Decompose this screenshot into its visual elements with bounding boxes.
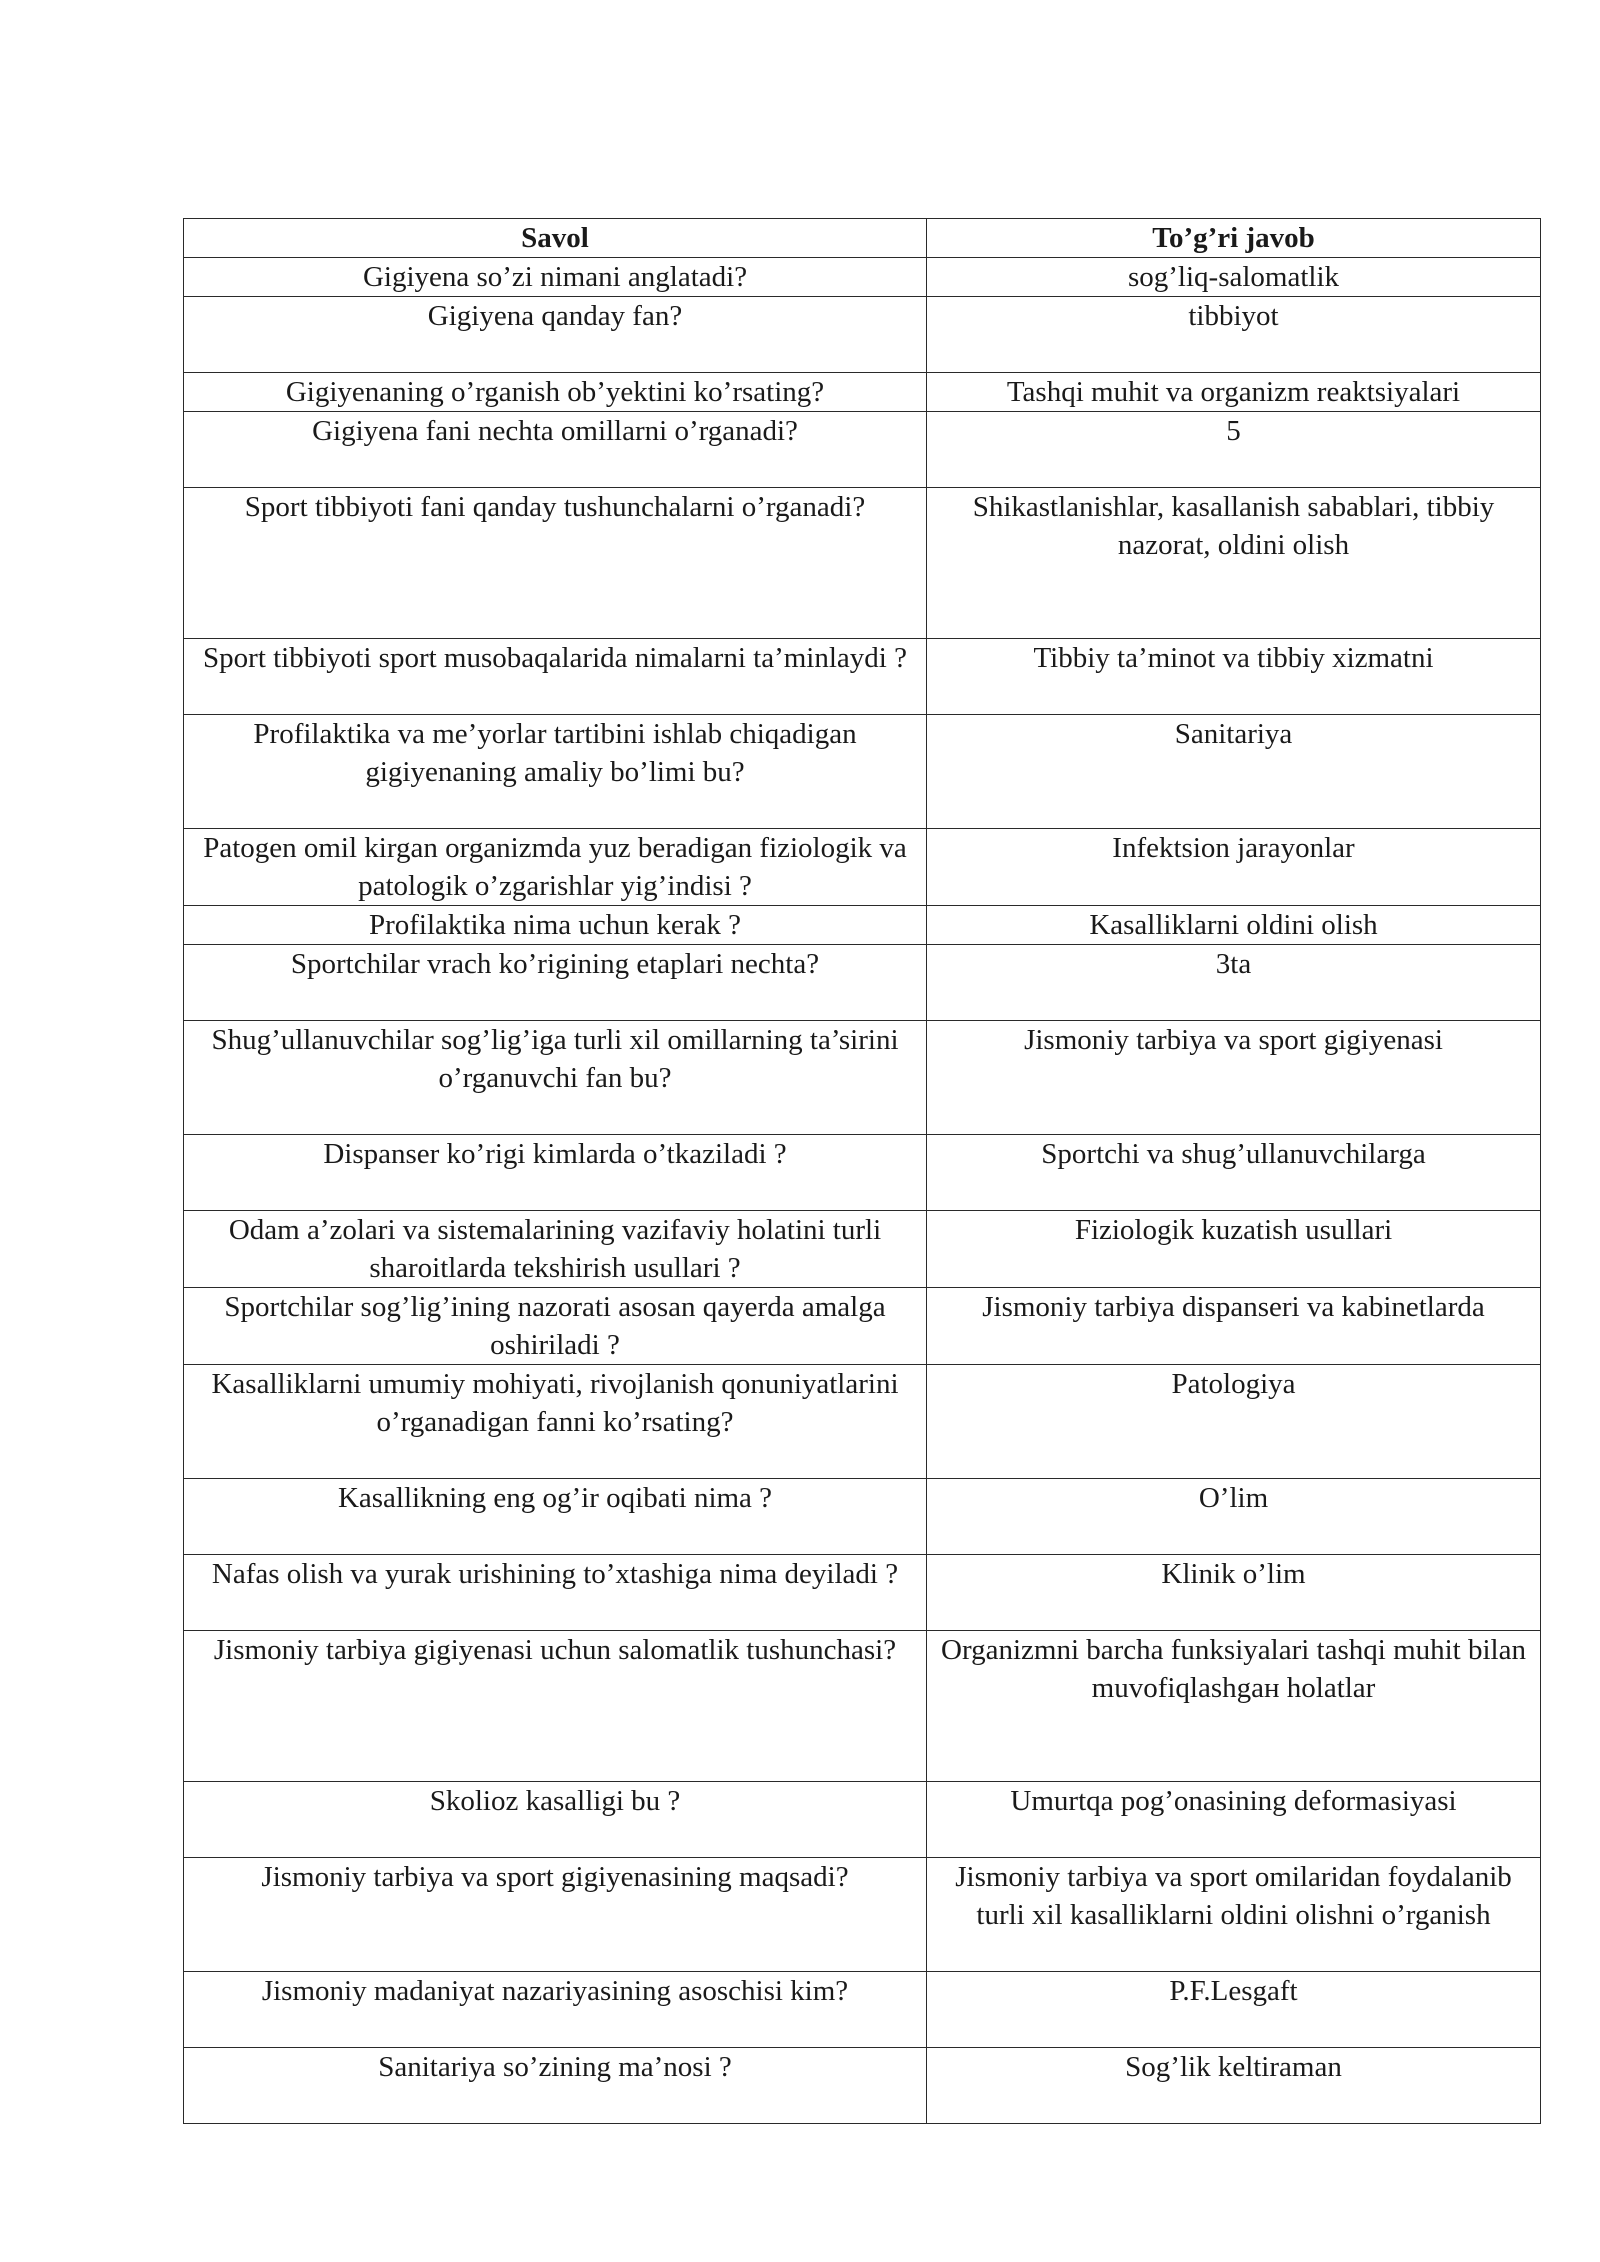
table-row xyxy=(184,297,1541,373)
table-row xyxy=(184,2048,1541,2124)
table-row xyxy=(184,1972,1541,2048)
answer-cell: Organizmni barcha funksiyalari tashqi muhit bilan muvofiqlashgaн holatlar xyxy=(927,1631,1541,1782)
question-cell: Sportchilar vrach ko’rigining etaplari nechta? xyxy=(184,945,927,1021)
question-cell: Profilaktika nima uchun kerak ? xyxy=(184,906,927,945)
question-cell: Gigiyena qanday fan? xyxy=(184,297,927,373)
answer-cell: Kasalliklarni oldini olish xyxy=(927,906,1541,945)
table-row xyxy=(184,1288,1541,1365)
table-row xyxy=(184,945,1541,1021)
answer-cell: Jismoniy tarbiya va sport omilaridan foydalanib turli xil kasalliklarni oldini olishni o’rganish xyxy=(927,1858,1541,1972)
table-row xyxy=(184,1631,1541,1782)
table-row xyxy=(184,1555,1541,1631)
answer-cell: Tibbiy ta’minot va tibbiy xizmatni xyxy=(927,639,1541,715)
answer-cell: O’lim xyxy=(927,1479,1541,1555)
question-cell: Nafas olish va yurak urishining to’xtashiga nima deyiladi ? xyxy=(184,1555,927,1631)
table-row xyxy=(184,906,1541,945)
header-question: Savol xyxy=(184,219,927,258)
question-cell: Jismoniy tarbiya gigiyenasi uchun salomatlik tushunchasi? xyxy=(184,1631,927,1782)
answer-cell: Shikastlanishlar, kasallanish sabablari, tibbiy nazorat, oldini olish xyxy=(927,488,1541,639)
table-row xyxy=(184,829,1541,906)
question-cell: Skolioz kasalligi bu ? xyxy=(184,1782,927,1858)
answer-cell: Sanitariya xyxy=(927,715,1541,829)
answer-cell: Sportchi va shug’ullanuvchilarga xyxy=(927,1135,1541,1211)
question-cell: Kasallikning eng og’ir oqibati nima ? xyxy=(184,1479,927,1555)
table-row xyxy=(184,639,1541,715)
answer-cell: 5 xyxy=(927,412,1541,488)
table-row xyxy=(184,1782,1541,1858)
question-cell: Dispanser ko’rigi kimlarda o’tkaziladi ? xyxy=(184,1135,927,1211)
answer-cell: Jismoniy tarbiya va sport gigiyenasi xyxy=(927,1021,1541,1135)
table-row xyxy=(184,1479,1541,1555)
table-row xyxy=(184,488,1541,639)
qa-table xyxy=(183,218,1541,2124)
answer-cell: Jismoniy tarbiya dispanseri va kabinetlarda xyxy=(927,1288,1541,1365)
question-cell: Gigiyena so’zi nimani anglatadi? xyxy=(184,258,927,297)
answer-cell: Klinik o’lim xyxy=(927,1555,1541,1631)
question-cell: Profilaktika va me’yorlar tartibini ishlab chiqadigan gigiyenaning amaliy bo’limi bu? xyxy=(184,715,927,829)
table-row xyxy=(184,412,1541,488)
answer-cell: Umurtqa pog’onasining deformasiyasi xyxy=(927,1782,1541,1858)
table-row xyxy=(184,715,1541,829)
answer-cell: tibbiyot xyxy=(927,297,1541,373)
question-cell: Gigiyena fani nechta omillarni o’rganadi? xyxy=(184,412,927,488)
question-cell: Jismoniy tarbiya va sport gigiyenasining maqsadi? xyxy=(184,1858,927,1972)
table-row xyxy=(184,1135,1541,1211)
question-cell: Patogen omil kirgan organizmda yuz beradigan fiziologik va patologik o’zgarishlar yig’indisi ? xyxy=(184,829,927,906)
question-cell: Jismoniy madaniyat nazariyasining asoschisi kim? xyxy=(184,1972,927,2048)
answer-cell: Tashqi muhit va organizm reaktsiyalari xyxy=(927,373,1541,412)
answer-cell: Patologiya xyxy=(927,1365,1541,1479)
table-row xyxy=(184,373,1541,412)
answer-cell: Fiziologik kuzatish usullari xyxy=(927,1211,1541,1288)
table-row xyxy=(184,1858,1541,1972)
answer-cell: P.F.Lesgaft xyxy=(927,1972,1541,2048)
question-cell: Sanitariya so’zining ma’nosi ? xyxy=(184,2048,927,2124)
question-cell: Sportchilar sog’lig’ining nazorati asosan qayerda amalga oshiriladi ? xyxy=(184,1288,927,1365)
table-row xyxy=(184,1365,1541,1479)
answer-cell: sog’liq-salomatlik xyxy=(927,258,1541,297)
header-row xyxy=(184,219,1541,258)
answer-cell: Infektsion jarayonlar xyxy=(927,829,1541,906)
question-cell: Shug’ullanuvchilar sog’lig’iga turli xil omillarning ta’sirini o’rganuvchi fan bu? xyxy=(184,1021,927,1135)
answer-cell: 3ta xyxy=(927,945,1541,1021)
question-cell: Sport tibbiyoti sport musobaqalarida nimalarni ta’minlaydi ? xyxy=(184,639,927,715)
question-cell: Odam a’zolari va sistemalarining vazifaviy holatini turli sharoitlarda tekshirish usullari ? xyxy=(184,1211,927,1288)
answer-cell: Sog’lik keltiraman xyxy=(927,2048,1541,2124)
header-answer: To’g’ri javob xyxy=(927,219,1541,258)
question-cell: Gigiyenaning o’rganish ob’yektini ko’rsating? xyxy=(184,373,927,412)
question-cell: Sport tibbiyoti fani qanday tushunchalarni o’rganadi? xyxy=(184,488,927,639)
table-row xyxy=(184,1021,1541,1135)
table-row xyxy=(184,1211,1541,1288)
question-cell: Kasalliklarni umumiy mohiyati, rivojlanish qonuniyatlarini o’rganadigan fanni ko’rsating? xyxy=(184,1365,927,1479)
table-row xyxy=(184,258,1541,297)
